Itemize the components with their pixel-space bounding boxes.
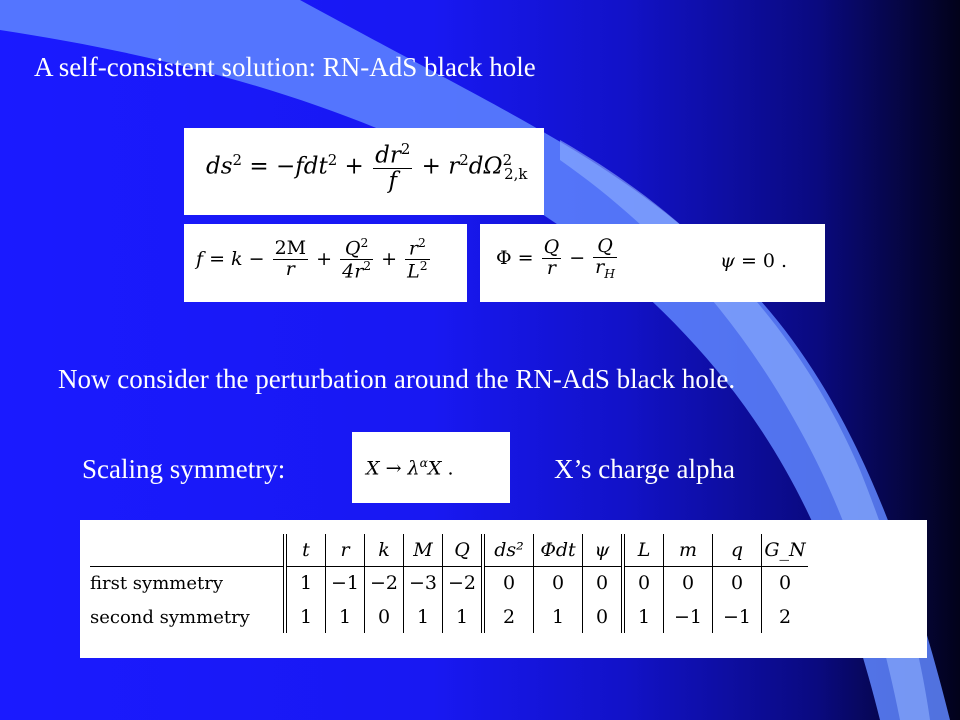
scaling-x1: X [366, 457, 380, 480]
table-corner-cell [90, 534, 285, 567]
table-header-cell: M [404, 534, 443, 567]
psi-equation [720, 250, 787, 272]
table-header-cell: t [285, 534, 326, 567]
table-cell: 0 [623, 567, 664, 600]
psieq-zero: = 0 . [734, 250, 788, 272]
phieq-minus: − [563, 246, 592, 269]
table-cell: 1 [534, 599, 583, 633]
feq-q2-fraction [340, 237, 373, 283]
f-equation-box [184, 224, 467, 302]
phieq-q-r-fraction [542, 238, 562, 279]
scaling-label: Scaling symmetry: [82, 454, 286, 484]
feq-2m-fraction [273, 239, 309, 280]
metric-omega-sub: 2,k [504, 165, 528, 184]
table-cell: 0 [583, 567, 624, 600]
metric-domega: dΩ [468, 153, 503, 180]
table-cell: 0 [762, 567, 809, 600]
table-row-label: first symmetry [90, 572, 224, 594]
table-cell: 0 [664, 567, 713, 600]
metric-dt: dt [303, 153, 328, 180]
phieq-q-rh-fraction [593, 237, 617, 281]
f-equation [196, 237, 432, 283]
table-cell: 1 [623, 599, 664, 633]
feq-r2: r [408, 237, 418, 260]
table-row-label: second symmetry [90, 606, 250, 628]
table-cell: 1 [326, 599, 365, 633]
phi-equation-box [480, 224, 825, 302]
scaling-x2: X [427, 457, 442, 480]
symmetry-table-box [80, 520, 927, 658]
table-row [90, 567, 808, 600]
table-cell: 0 [483, 567, 534, 600]
scaling-equation [366, 456, 454, 479]
table-header-row [90, 534, 808, 567]
scaling-equation-box [352, 432, 510, 503]
scaling-alpha: α [419, 456, 428, 470]
metric-ds: ds [206, 153, 233, 180]
table-cell: 0 [365, 599, 404, 633]
metric-plus1: + [337, 153, 372, 180]
metric-f: f [295, 153, 304, 180]
feq-plus1: + [310, 247, 339, 270]
feq-q: Q [344, 237, 361, 260]
feq-r2-fraction [405, 237, 429, 283]
metric-equals: = − [242, 153, 296, 180]
metric-equation-box [184, 128, 544, 215]
phieq-r: r [546, 257, 556, 280]
feq-l-exp: 2 [419, 259, 428, 274]
table-cell: 1 [285, 599, 326, 633]
table-header-cell: q [713, 534, 762, 567]
perturbation-text: Now consider the perturbation around the RN-AdS black hole. [58, 364, 736, 394]
table-cell: −2 [365, 567, 404, 600]
table-header-cell: Q [443, 534, 484, 567]
metric-f-den: f [388, 167, 397, 194]
feq-k: k [231, 247, 243, 270]
table-cell: −1 [664, 599, 713, 633]
table-header-cell: k [365, 534, 404, 567]
feq-4r: 4r [342, 260, 364, 283]
feq-l: L [407, 260, 420, 283]
table-cell: 1 [443, 599, 484, 633]
feq-minus: − [242, 247, 271, 270]
metric-dr-exp: 2 [400, 140, 411, 158]
table-header-cell: r [326, 534, 365, 567]
scaling-dot: . [441, 457, 454, 480]
metric-equation [206, 142, 527, 193]
feq-equals: = [203, 247, 232, 270]
table-cell: −1 [713, 599, 762, 633]
feq-f: f [196, 247, 204, 270]
phi-equation [496, 237, 619, 281]
table-cell: −1 [326, 567, 365, 600]
feq-r: r [285, 258, 295, 281]
metric-dr: dr [375, 142, 401, 169]
symmetry-table [90, 534, 808, 633]
feq-r2-exp: 2 [418, 236, 426, 250]
phieq-q1: Q [543, 236, 560, 259]
table-cell: 0 [583, 599, 624, 633]
table-cell: 2 [762, 599, 809, 633]
table-header-cell: Φdt [534, 534, 583, 567]
metric-omega-exp: 2 [502, 150, 513, 169]
psieq-psi: ψ [720, 250, 735, 272]
metric-plus2: + [414, 153, 449, 180]
phieq-equals: = [511, 246, 540, 269]
metric-ds-exp: 2 [232, 150, 243, 169]
feq-2m: 2M [274, 237, 307, 260]
table-cell: −2 [443, 567, 484, 600]
scaling-arrow: → [379, 457, 408, 480]
slide-title: A self-consistent solution: RN-AdS black hole [34, 52, 536, 82]
phieq-h-sub: H [604, 266, 616, 281]
feq-4r-exp: 2 [363, 259, 372, 274]
table-cell: 0 [713, 567, 762, 600]
metric-r: r [448, 153, 460, 180]
table-cell: 2 [483, 599, 534, 633]
scaling-lambda: λ [407, 457, 420, 480]
table-header-cell: ψ [583, 534, 624, 567]
table-row [90, 599, 808, 633]
table-header-cell: ds² [483, 534, 534, 567]
phieq-rh: r [595, 255, 605, 278]
table-cell: −3 [404, 567, 443, 600]
table-cell: 1 [404, 599, 443, 633]
charge-text: X’s charge alpha [554, 454, 735, 484]
phieq-phi: Φ [496, 246, 512, 269]
metric-dr-fraction [373, 142, 412, 193]
table-header-cell: m [664, 534, 713, 567]
table-header-cell: L [623, 534, 664, 567]
feq-q-exp: 2 [360, 236, 369, 250]
table-header-cell: G_N [762, 534, 809, 567]
table-cell: 0 [534, 567, 583, 600]
feq-plus2: + [375, 247, 404, 270]
phieq-q2: Q [597, 235, 613, 257]
table-cell: 1 [285, 567, 326, 600]
metric-dt-exp: 2 [327, 150, 338, 169]
metric-r-exp: 2 [459, 150, 469, 169]
